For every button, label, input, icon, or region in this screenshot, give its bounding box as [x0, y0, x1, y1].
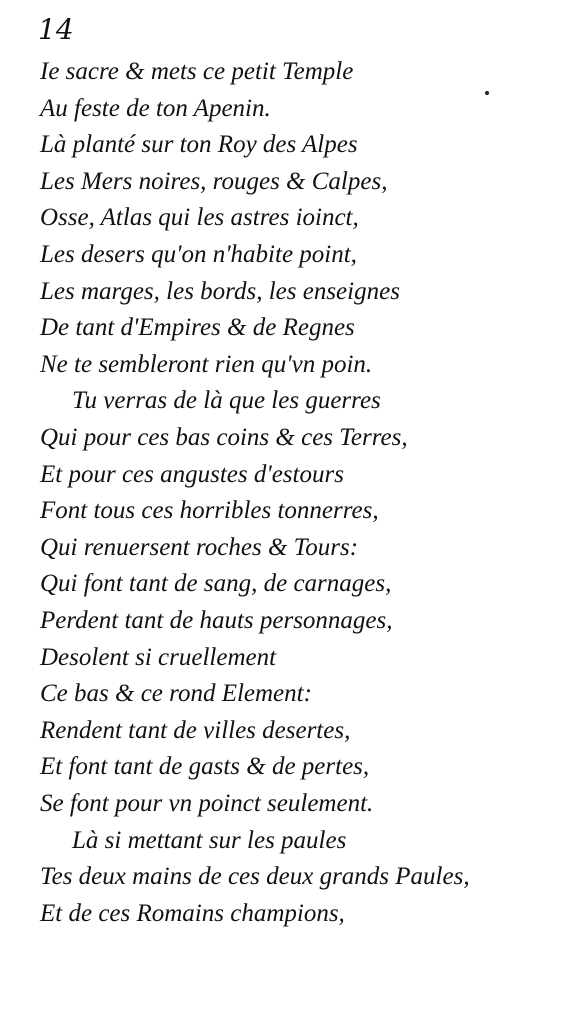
- verse-line: Là planté sur ton Roy des Alpes: [40, 131, 358, 158]
- verse-line: Les Mers noires, rouges & Calpes,: [40, 168, 388, 195]
- verse-line: Ne te sembleront rien qu'vn poin.: [40, 351, 373, 378]
- verse-line: Rendent tant de villes desertes,: [40, 717, 351, 744]
- verse-line: Desolent si cruellement: [40, 644, 277, 671]
- verse-line: Ce bas & ce rond Element:: [40, 680, 312, 707]
- verse-line: Se font pour vn poinct seulement.: [40, 790, 374, 817]
- verse-line: Ie sacre & mets ce petit Temple: [40, 58, 354, 85]
- verse-line: Tu verras de là que les guerres: [72, 387, 381, 414]
- verse-line: Qui pour ces bas coins & ces Terres,: [40, 424, 408, 451]
- verse-line: Perdent tant de hauts personnages,: [40, 607, 393, 634]
- verse-line: Osse, Atlas qui les astres ioinct,: [40, 204, 359, 231]
- verse-line: Au feste de ton Apenin.: [40, 95, 271, 122]
- verse-line: Les marges, les bords, les enseignes: [40, 278, 400, 305]
- page-number: 14: [38, 13, 74, 46]
- verse-line: Qui font tant de sang, de carnages,: [40, 570, 392, 597]
- verse-line: Et font tant de gasts & de pertes,: [40, 753, 370, 780]
- ink-speck: [485, 91, 489, 95]
- verse-line: Et pour ces angustes d'estours: [40, 461, 344, 488]
- verse-line: Les desers qu'on n'habite point,: [40, 241, 357, 268]
- verse-line: Là si mettant sur les paules: [72, 827, 347, 854]
- verse-line: Tes deux mains de ces deux grands Paules,: [40, 863, 470, 890]
- verse-line: De tant d'Empires & de Regnes: [40, 314, 355, 341]
- verse-line: Qui renuersent roches & Tours:: [40, 534, 359, 561]
- verse-line: Font tous ces horribles tonnerres,: [40, 497, 379, 524]
- verse-line: Et de ces Romains champions,: [40, 900, 345, 927]
